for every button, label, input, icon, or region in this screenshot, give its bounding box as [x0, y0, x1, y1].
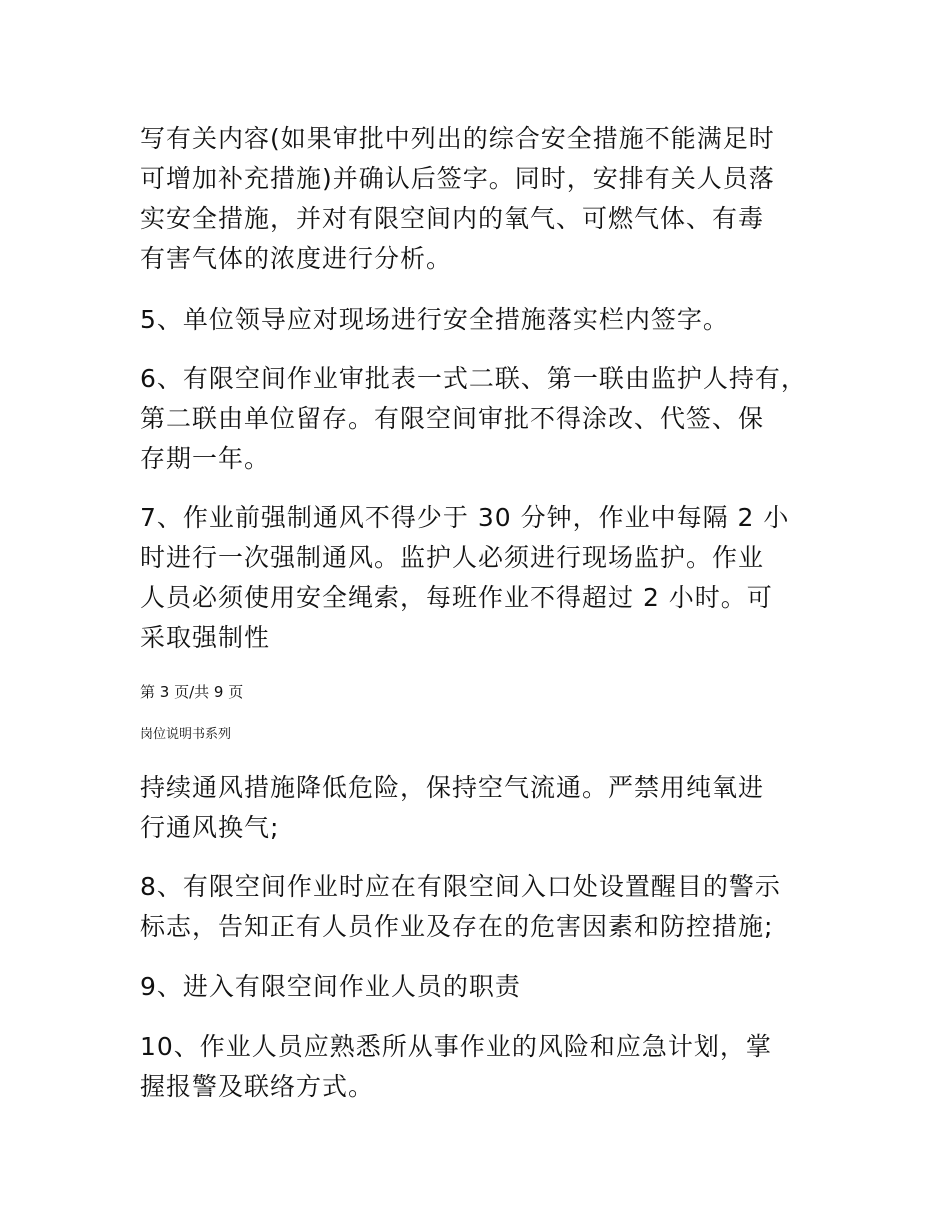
text-line: 持续通风措施降低危险，保持空气流通。严禁用纯氧进 — [140, 773, 765, 802]
text-line: 采取强制性 — [140, 623, 271, 652]
text-line: 握报警及联络方式。 — [140, 1072, 375, 1101]
text-line: 第二联由单位留存。有限空间审批不得涂改、代签、保 — [140, 404, 765, 433]
text-line: 8、有限空间作业时应在有限空间入口处设置醒目的警示 — [140, 872, 781, 901]
text-line: 有害气体的浓度进行分析。 — [140, 244, 453, 273]
paragraph-item-8 — [140, 867, 840, 947]
text-line: 存期一年。 — [140, 444, 271, 473]
paragraph-item-10 — [140, 1027, 840, 1107]
paragraph-permit-signing — [140, 119, 840, 279]
text-line: 写有关内容(如果审批中列出的综合安全措施不能满足时 — [140, 124, 775, 153]
text-line: 人员必须使用安全绳索，每班作业不得超过 2 小时。可 — [140, 583, 773, 612]
series-header: 岗位说明书系列 — [140, 727, 232, 742]
text-line: 9、进入有限空间作业人员的职责 — [140, 972, 521, 1001]
text-line: 6、有限空间作业审批表一式二联、第一联由监护人持有， — [140, 364, 807, 393]
paragraph-item-5 — [140, 300, 840, 340]
paragraph-item-9 — [140, 967, 840, 1007]
paragraph-item-6 — [140, 359, 840, 479]
paragraph-ventilation — [140, 768, 840, 848]
text-line: 5、单位领导应对现场进行安全措施落实栏内签字。 — [140, 305, 729, 334]
text-line: 可增加补充措施)并确认后签字。同时，安排有关人员落 — [140, 164, 775, 193]
page-number-footer: 第 3 页/共 9 页 — [140, 683, 244, 701]
text-line: 时进行一次强制通风。监护人必须进行现场监护。作业 — [140, 543, 765, 572]
text-line: 10、作业人员应熟悉所从事作业的风险和应急计划，掌 — [140, 1032, 772, 1061]
text-line: 实安全措施，并对有限空间内的氧气、可燃气体、有毒 — [140, 204, 765, 233]
text-line: 标志，告知正有人员作业及存在的危害因素和防控措施; — [140, 912, 774, 941]
text-line: 行通风换气; — [140, 813, 280, 842]
text-line: 7、作业前强制通风不得少于 30 分钟，作业中每隔 2 小 — [140, 503, 790, 532]
paragraph-item-7 — [140, 498, 840, 658]
